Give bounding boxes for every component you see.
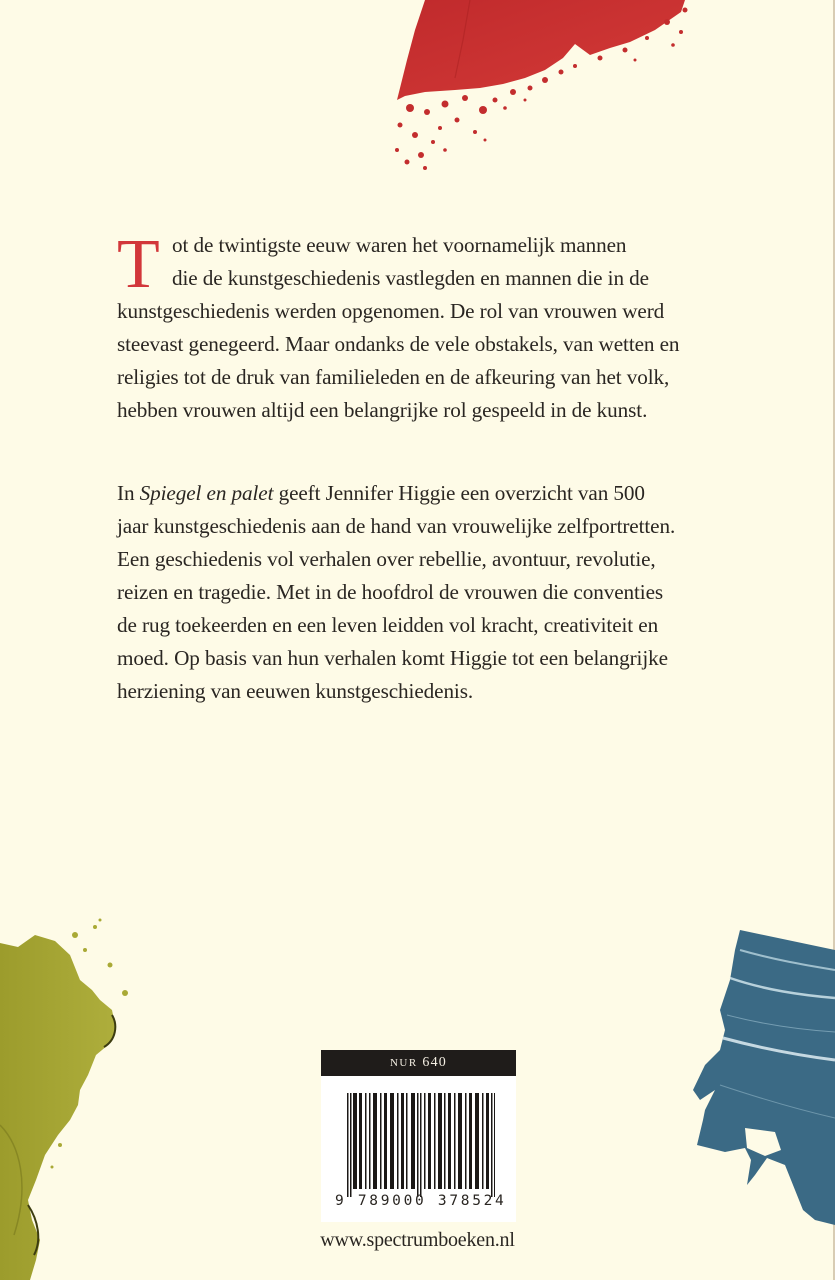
text-line: die de kunstgeschiedenis vastlegden en mannen die in de xyxy=(172,265,649,290)
red-paint-stroke xyxy=(385,0,715,175)
blurb-paragraph-1 xyxy=(117,226,727,426)
back-cover-blurb xyxy=(117,226,727,708)
green-paint-stroke xyxy=(0,905,140,1280)
blurb-paragraph-2 xyxy=(117,477,727,707)
text-line: religies tot de druk van familieleden en de afkeuring van het volk, xyxy=(117,364,670,389)
book-title: Spiegel en palet xyxy=(139,481,274,506)
text-line: hebben vrouwen altijd een belangrijke rol gespeeld in de kunst. xyxy=(117,397,648,422)
text-line: Een geschiedenis vol verhalen over rebellie, avontuur, revolutie, xyxy=(117,547,656,572)
isbn-first-digit: 9 xyxy=(335,1193,347,1209)
text-fragment: In xyxy=(117,481,140,506)
isbn-number xyxy=(335,1193,515,1209)
text-line: steevast genegeerd. Maar ondanks de vele obstakels, van wetten en xyxy=(117,331,680,356)
drop-cap: T xyxy=(117,226,160,303)
text-line: de rug toekeerden en een leven leidden vol kracht, creativiteit en xyxy=(117,613,659,638)
isbn-group-2: 378524 xyxy=(437,1193,507,1209)
text-line: reizen en tragedie. Met in de hoofdrol de vrouwen die conventies xyxy=(117,580,664,605)
blue-paint-stroke xyxy=(685,920,835,1230)
publisher-url: www.spectrumboeken.nl xyxy=(320,1229,515,1251)
nur-prefix: NUR xyxy=(389,1057,418,1069)
text-fragment: geeft Jennifer Higgie een overzicht van 500 xyxy=(273,481,645,506)
text-line: herziening van eeuwen kunstgeschiedenis. xyxy=(117,678,474,703)
nur-label xyxy=(321,1050,516,1076)
text-line: kunstgeschiedenis werden opgenomen. De rol van vrouwen werd xyxy=(117,298,665,323)
text-line xyxy=(117,477,727,510)
isbn-group-1: 789000 xyxy=(357,1193,427,1209)
text-line: moed. Op basis van hun verhalen komt Higgie tot een belangrijke xyxy=(117,645,668,670)
text-line: ot de twintigste eeuw waren het voornamelijk mannen xyxy=(172,233,627,257)
nur-code: 640 xyxy=(422,1055,448,1070)
text-line: jaar kunstgeschiedenis aan de hand van vrouwelijke zelfportretten. xyxy=(117,514,676,539)
barcode-bars xyxy=(347,1093,495,1197)
isbn-barcode-block xyxy=(321,1050,516,1222)
